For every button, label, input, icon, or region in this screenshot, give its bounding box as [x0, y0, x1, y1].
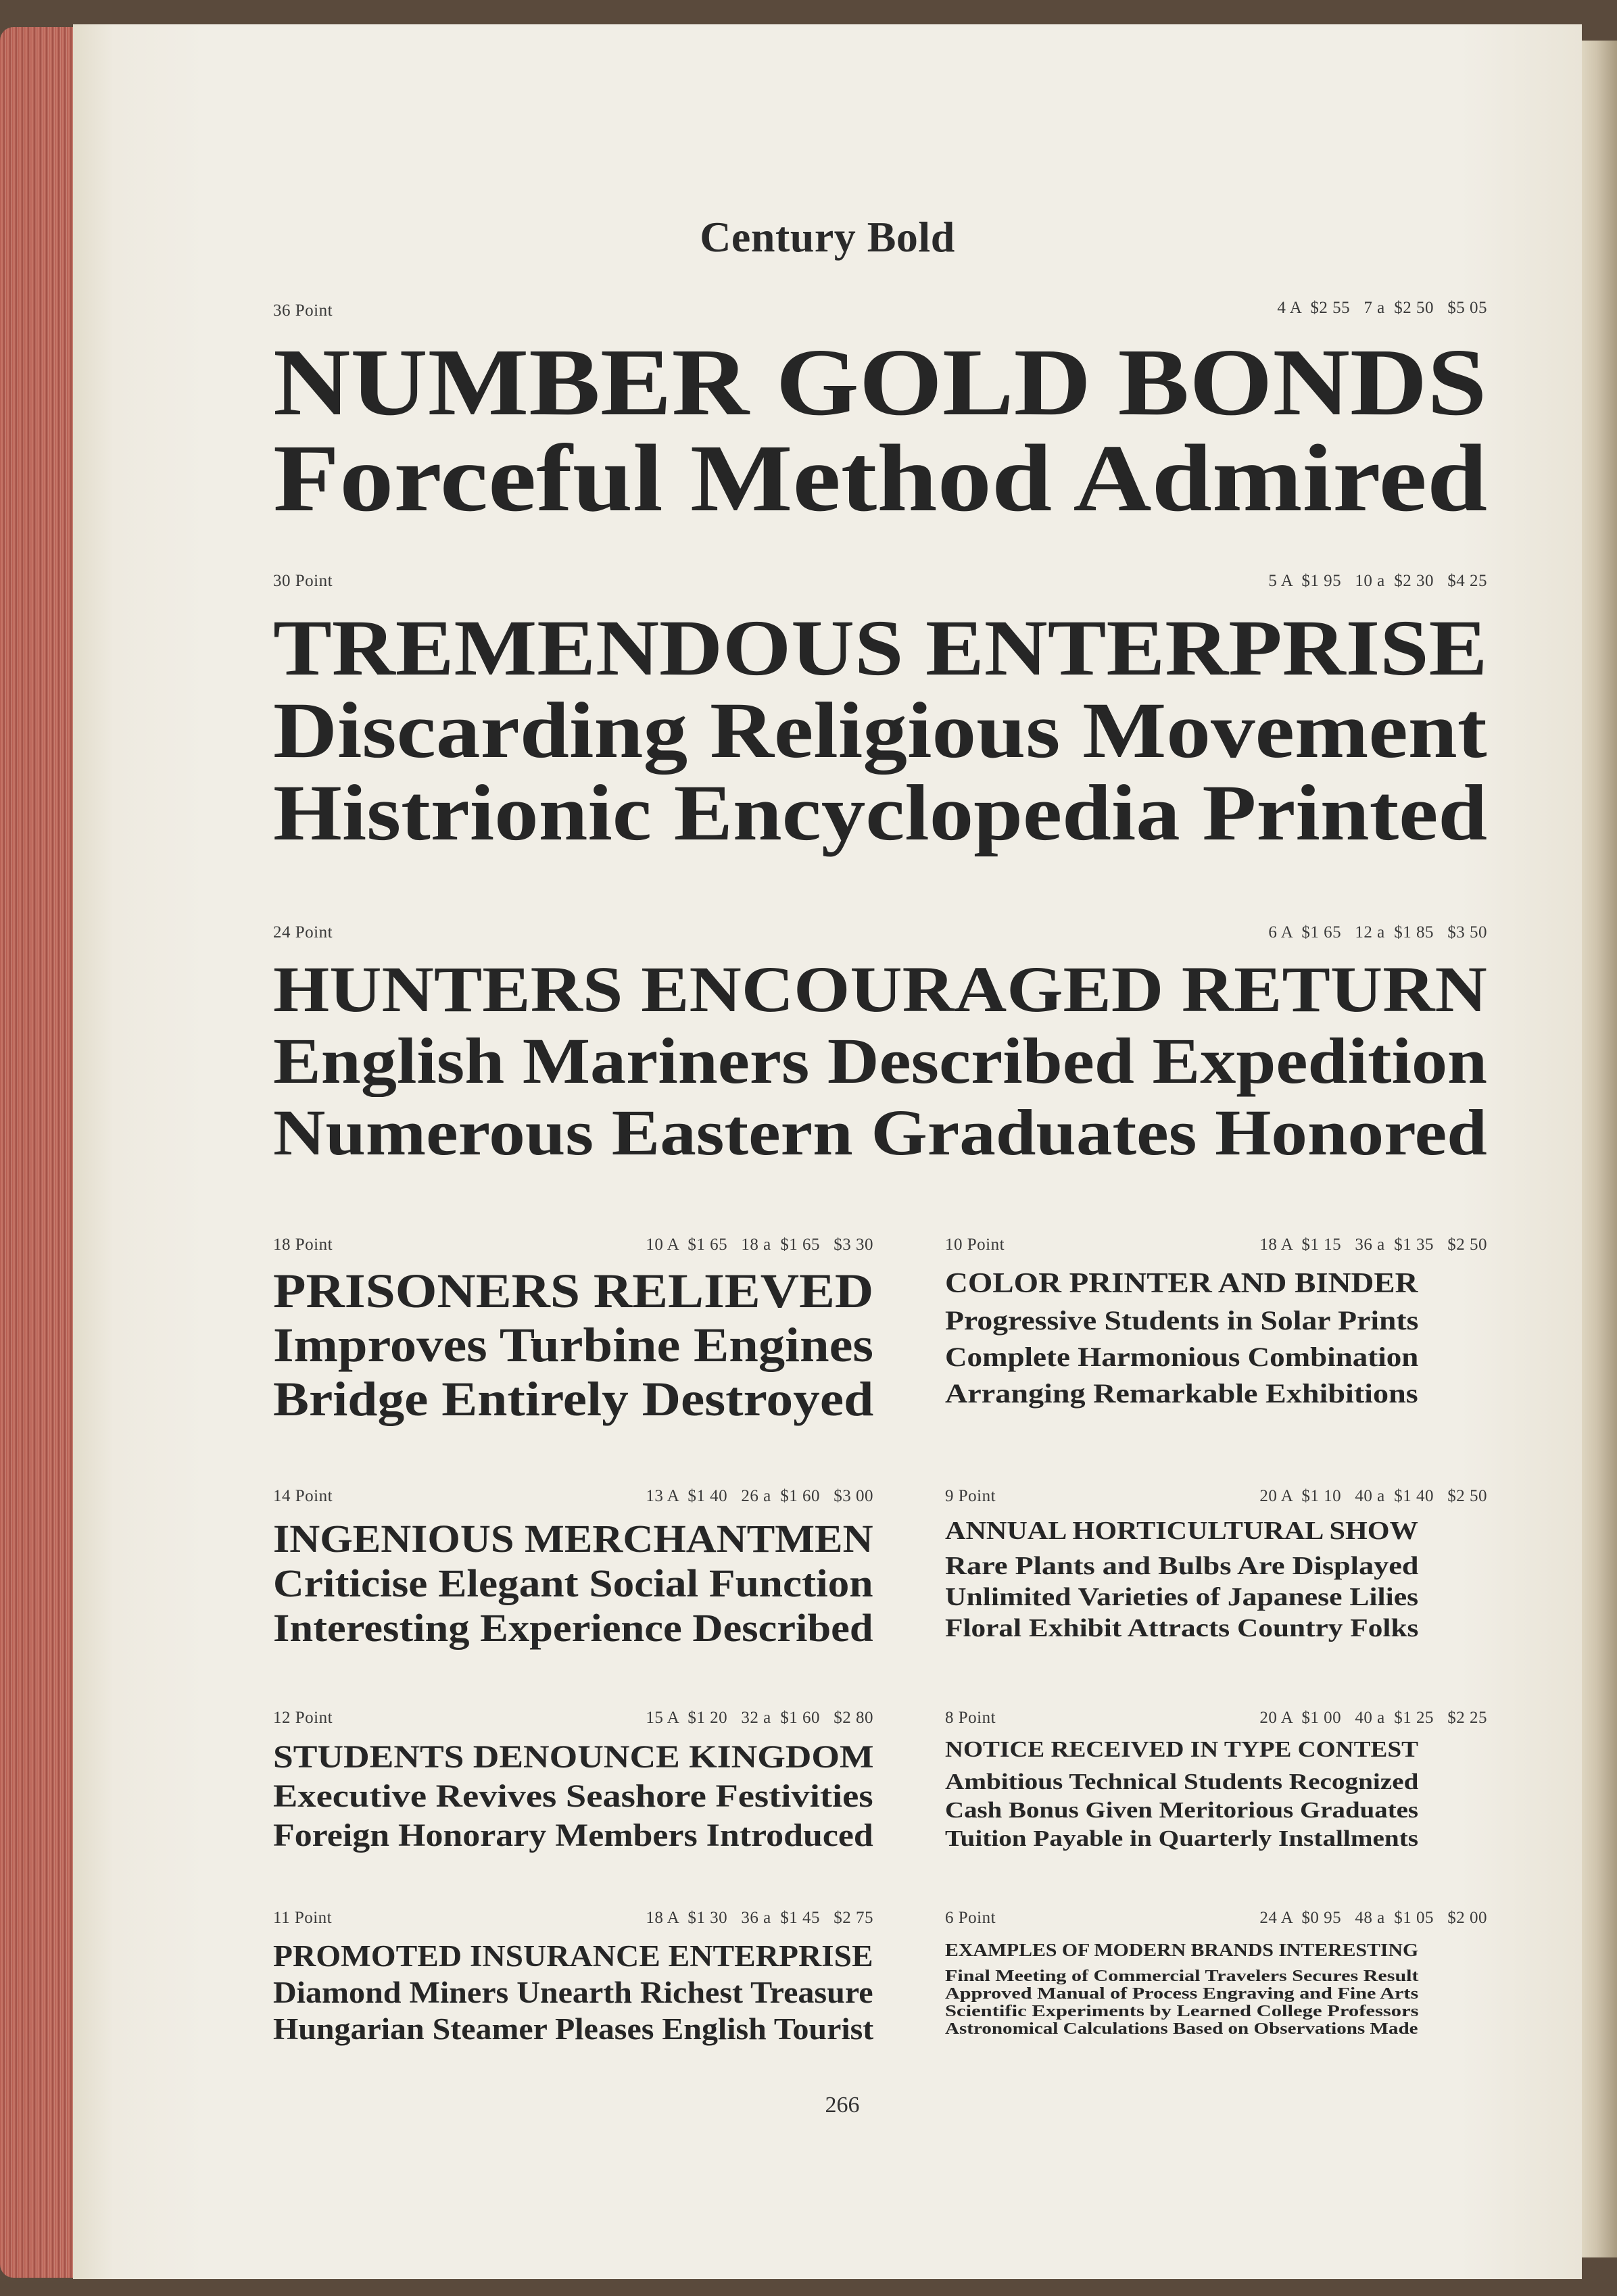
- specimen-size-label: 18 Point: [273, 1236, 333, 1254]
- specimen-line: EXAMPLES OF MODERN BRANDS INTERESTING: [945, 1940, 1419, 1960]
- specimen-line: Numerous Eastern Graduates Honored: [273, 1096, 1487, 1169]
- specimen-size-label: 6 Point: [945, 1909, 996, 1927]
- specimen-line: Bridge Entirely Destroyed: [273, 1372, 874, 1426]
- specimen-line: Improves Turbine Engines: [273, 1318, 873, 1372]
- specimen-12-point: [273, 1703, 873, 1879]
- specimen-8-point: [945, 1703, 1487, 1892]
- specimen-pricing: 6 A $1 65 12 a $1 85 $3 50: [1268, 923, 1487, 942]
- specimen-30-point: [273, 565, 1487, 889]
- specimen-pricing: 13 A $1 40 26 a $1 60 $3 00: [646, 1487, 873, 1505]
- specimen-size-label: 14 Point: [273, 1487, 333, 1505]
- specimen-size-label: 36 Point: [273, 301, 333, 320]
- specimen-line: HUNTERS ENCOURAGED RETURN: [273, 953, 1487, 1025]
- specimen-line: Hungarian Steamer Pleases English Tourist: [273, 2012, 874, 2046]
- specimen-page: [73, 24, 1582, 2279]
- specimen-24-point: [273, 917, 1487, 1200]
- facing-page-edge: [1576, 41, 1617, 2257]
- specimen-9-point: [945, 1482, 1487, 1684]
- specimen-pricing: 18 A $1 15 36 a $1 35 $2 50: [1259, 1236, 1487, 1254]
- specimen-pricing: 15 A $1 20 32 a $1 60 $2 80: [646, 1709, 873, 1727]
- specimen-line: Floral Exhibit Attracts Country Folks: [945, 1614, 1419, 1642]
- specimen-line: Criticise Elegant Social Function: [273, 1561, 873, 1605]
- specimen-line: Discarding Religious Movement: [273, 686, 1487, 775]
- specimen-size-label: 8 Point: [945, 1709, 996, 1727]
- specimen-line: Rare Plants and Bulbs Are Displayed: [945, 1552, 1419, 1580]
- specimen-11-point: [273, 1903, 873, 2079]
- specimen-line: Tuition Payable in Quarterly Installments: [945, 1826, 1419, 1851]
- specimen-line: Astronomical Calculations Based on Observations Made: [945, 2020, 1418, 2038]
- specimen-size-label: 12 Point: [273, 1709, 333, 1727]
- specimen-line: Histrionic Encyclopedia Printed: [273, 768, 1488, 857]
- specimen-line: Complete Harmonious Combination: [945, 1342, 1419, 1372]
- specimen-line: English Mariners Described Expedition: [273, 1025, 1488, 1097]
- page-title: Century Bold: [700, 213, 955, 261]
- specimen-size-label: 10 Point: [945, 1236, 1005, 1254]
- specimen-line: Ambitious Technical Students Recognized: [945, 1769, 1419, 1794]
- specimen-pricing: 4 A $2 55 7 a $2 50 $5 05: [1277, 299, 1487, 317]
- specimen-line: NUMBER GOLD BONDS: [273, 328, 1487, 435]
- specimen-line: Interesting Experience Described: [273, 1606, 873, 1650]
- specimen-line: Approved Manual of Process Engraving and Fine Arts: [945, 1985, 1419, 2003]
- specimen-line: ANNUAL HORTICULTURAL SHOW: [945, 1517, 1418, 1545]
- specimen-pricing: 18 A $1 30 36 a $1 45 $2 75: [646, 1909, 873, 1927]
- specimen-size-label: 9 Point: [945, 1487, 996, 1505]
- specimen-14-point: [273, 1482, 873, 1684]
- specimen-line: Diamond Miners Unearth Richest Treasure: [273, 1976, 873, 2009]
- specimen-pricing: 24 A $0 95 48 a $1 05 $2 00: [1259, 1909, 1487, 1927]
- specimen-size-label: 30 Point: [273, 572, 333, 590]
- specimen-36-point: [273, 295, 1487, 538]
- specimen-line: Forceful Method Admired: [273, 424, 1488, 531]
- specimen-line: STUDENTS DENOUNCE KINGDOM: [273, 1739, 874, 1775]
- specimen-line: Arranging Remarkable Exhibitions: [945, 1378, 1418, 1409]
- specimen-line: INGENIOUS MERCHANTMEN: [273, 1517, 873, 1561]
- specimen-pricing: 10 A $1 65 18 a $1 65 $3 30: [646, 1236, 873, 1254]
- page-number: 266: [825, 2093, 860, 2118]
- specimen-line: NOTICE RECEIVED IN TYPE CONTEST: [945, 1737, 1418, 1762]
- specimen-line: Progressive Students in Solar Prints: [945, 1305, 1419, 1336]
- specimen-pricing: 20 A $1 00 40 a $1 25 $2 25: [1259, 1709, 1487, 1727]
- specimen-size-label: 11 Point: [273, 1909, 333, 1927]
- specimen-size-label: 24 Point: [273, 923, 333, 942]
- specimen-line: Unlimited Varieties of Japanese Lilies: [945, 1583, 1419, 1611]
- specimen-10-point: [945, 1230, 1487, 1433]
- specimen-line: Executive Revives Seashore Festivities: [273, 1778, 873, 1814]
- specimen-line: PRISONERS RELIEVED: [273, 1264, 874, 1318]
- specimen-line: PROMOTED INSURANCE ENTERPRISE: [273, 1939, 873, 1973]
- specimen-pricing: 5 A $1 95 10 a $2 30 $4 25: [1268, 572, 1487, 590]
- specimen-line: COLOR PRINTER AND BINDER: [945, 1268, 1418, 1299]
- specimen-pricing: 20 A $1 10 40 a $1 40 $2 50: [1259, 1487, 1487, 1505]
- specimen-6-point: [945, 1903, 1487, 2079]
- specimen-line: TREMENDOUS ENTERPRISE: [273, 604, 1488, 692]
- specimen-18-point: [273, 1230, 873, 1460]
- specimen-line: Foreign Honorary Members Introduced: [273, 1817, 873, 1853]
- book-page-edges: [0, 27, 80, 2278]
- specimen-line: Scientific Experiments by Learned College Professors: [945, 2003, 1419, 2020]
- specimen-line: Cash Bonus Given Meritorious Graduates: [945, 1798, 1419, 1823]
- specimen-line: Final Meeting of Commercial Travelers Secures Result: [945, 1968, 1419, 1985]
